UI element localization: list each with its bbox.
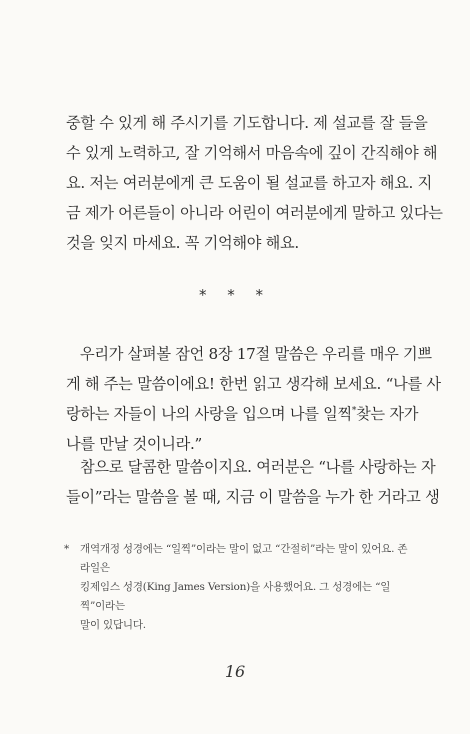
- section-separator: * * *: [198, 286, 272, 304]
- text-line: 들이”라는 말씀을 볼 때, 지금 이 말씀을 누가 한 거라고 생: [66, 488, 440, 506]
- paragraph-2: [66, 339, 441, 459]
- text-line: 금 제가 어른들이 아니라 어린이 여러분에게 말하고 있다는: [66, 204, 443, 222]
- text-line: [66, 399, 419, 429]
- text-line: 게 해 주는 말씀이에요! 한번 읽고 생각해 보세요. “나를 사: [66, 375, 441, 393]
- footnote-reference: *: [351, 405, 357, 416]
- footnote-line: 개역개정 성경에는 “일찍”이라는 말이 없고 “간절히”라는 말이 있어요. 존 라일은: [80, 543, 408, 574]
- text-line-content: 랑하는 자들이 나의 사랑을 입으며 나를 일찍: [66, 405, 352, 423]
- text-line: [66, 452, 436, 482]
- page-number: 16: [224, 662, 246, 681]
- footnote-line: 킹제임스 성경(King James Version)을 사용했어요. 그 성경에는 “일찍”이라는: [80, 581, 391, 612]
- text-line: 것을 잊지 마세요. 꼭 기억해야 해요.: [66, 234, 299, 252]
- footnote-marker: *: [64, 543, 70, 555]
- text-line: 중할 수 있게 해 주시기를 기도합니다. 제 설교를 잘 들을: [66, 114, 428, 132]
- footnote-line: 말이 있답니다.: [80, 619, 146, 631]
- text-line: 요. 저는 여러분에게 큰 도움이 될 설교를 하고자 해요. 지: [66, 174, 432, 192]
- text-line-content: 우리가 살펴볼 잠언 8장 17절 말씀은 우리를 매우 기쁘: [80, 345, 432, 363]
- text-line-content: 찾는 자가: [356, 405, 419, 423]
- text-line: 나를 만날 것이니라.”: [66, 435, 203, 453]
- text-line-content: 참으로 달콤한 말씀이지요. 여러분은 “나를 사랑하는 자: [80, 458, 436, 476]
- text-line: [66, 339, 432, 369]
- paragraph-1: [66, 108, 443, 258]
- text-line: 수 있게 노력하고, 잘 기억해서 마음속에 깊이 간직해야 해: [66, 144, 438, 162]
- footnote: [66, 540, 412, 635]
- paragraph-3: [66, 452, 440, 512]
